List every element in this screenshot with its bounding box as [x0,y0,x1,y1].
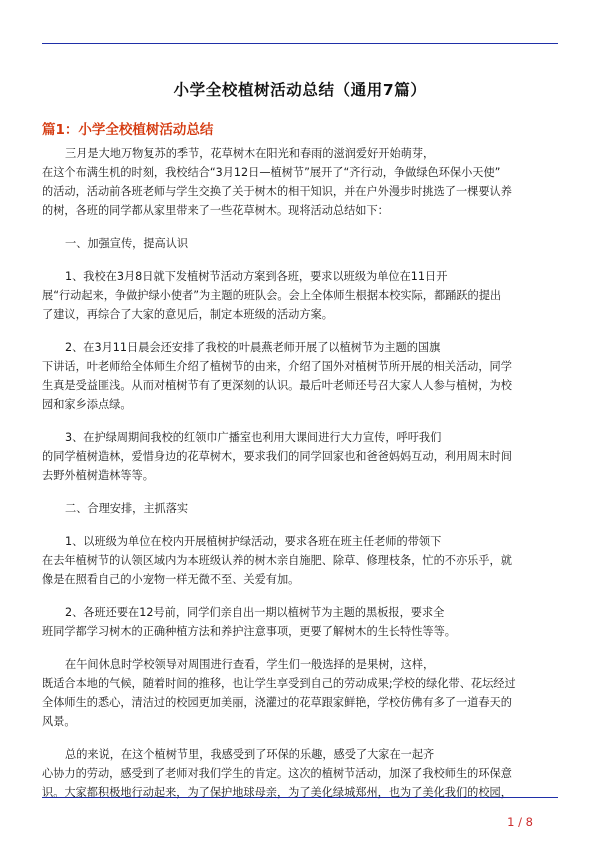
header-rule [42,43,558,44]
subheading: 二、合理安排，主抓落实 [65,502,189,515]
paragraph-line: 全体师生的悉心，清洁过的校园更加美丽，浇灌过的花草跟家鲜艳，学校仿佛有多了一道春天的 [42,696,512,709]
footer-rule [42,797,558,798]
paragraph-line: 在去年植树节的认领区域内为本班级认养的树木亲自施肥、除草、修理枝条，忙的不亦乐乎，就 [42,554,512,567]
paragraph-line: 生真是受益匪浅。从而对植树节有了更深刻的认识。最后叶老师还号召大家人人参与植树，为校 [42,379,512,392]
paragraph-1-1 [42,267,558,324]
paragraph-line: 2、各班还要在12号前，同学们亲自出一期以植树节为主题的黑板报，要求全 [65,606,445,619]
paragraph-2-1 [42,532,558,589]
heading-one [42,234,558,253]
paragraph-line: 展“行动起来，争做护绿小使者”为主题的班队会。会上全体师生根据本校实际，都踊跃的提出 [42,289,502,302]
document-body [42,144,558,802]
document-title: 小学全校植树活动总结（通用7篇） [173,81,427,99]
paragraph-line: 三月是大地万物复苏的季节，花草树木在阳光和春雨的滋润爱好开始萌芽， [65,147,435,160]
paragraph-line: 在这个布满生机的时刻，我校结合“3月12日—植树节”展开了“齐行动，争做绿色环保小天使” [42,166,501,179]
paragraph-line: 的同学植树造林，爱惜身边的花草树木，要求我们的同学回家也和爸爸妈妈互动，利用周末时间 [42,450,512,463]
paragraph-line: 的活动，活动前各班老师与学生交换了关于树木的相干知识，并在户外漫步时挑选了一棵要认养 [42,185,512,198]
paragraph-line: 下讲话，叶老师给全体师生介绍了植树节的由来，介绍了国外对植树节所开展的相关活动，同学 [42,360,512,373]
paragraph-summary [42,745,558,802]
paragraph-line: 的树，各班的同学都从家里带来了一些花草树木。现将活动总结如下： [42,204,389,217]
paragraph-line: 总的来说，在这个植树节里，我感受到了环保的乐趣，感受了大家在一起齐 [65,748,435,761]
paragraph-2-2 [42,603,558,641]
paragraph-line: 班同学都学习树木的正确种植方法和养护注意事项，更要了解树木的生长特性等等。 [42,625,456,638]
paragraph-line: 心协力的劳动，感受到了老师对我们学生的肯定。这次的植树节活动，加深了我校师生的环保意 [42,767,512,780]
page-number: 1 / 8 [507,815,533,829]
paragraph-intro [42,144,558,220]
paragraph-line: 1、以班级为单位在校内开展植树护绿活动，要求各班在班主任老师的带领下 [65,535,442,548]
section-title: 篇1：小学全校植树活动总结 [42,122,214,138]
paragraph-line: 识。大家都积极地行动起来，为了保护地球母亲，为了美化绿城郑州，也为了美化我们的校园， [42,786,512,799]
paragraph-2-3 [42,655,558,731]
paragraph-line: 在午间休息时学校领导对周围进行查看，学生们一般选择的是果树，这样， [65,658,435,671]
paragraph-line: 了建议，再综合了大家的意见后，制定本班级的活动方案。 [42,308,333,321]
heading-two [42,499,558,518]
paragraph-1-3 [42,428,558,485]
paragraph-line: 1、我校在3月8日就下发植树节活动方案到各班，要求以班级为单位在11日开 [65,270,448,283]
subheading: 一、加强宣传，提高认识 [65,237,189,250]
paragraph-line: 2、在3月11日晨会还安排了我校的叶晨燕老师开展了以植树节为主题的国旗 [65,341,441,354]
paragraph-line: 像是在照看自己的小宠物一样无微不至、关爱有加。 [42,573,300,586]
paragraph-line: 既适合本地的气候，随着时间的推移，也让学生享受到自己的劳动成果;学校的绿化带、花坛经过 [42,677,516,690]
paragraph-line: 园和家乡添点绿。 [42,398,132,411]
paragraph-line: 风景。 [42,715,76,728]
paragraph-line: 3、在护绿周期间我校的红领巾广播室也利用大课间进行大力宣传，呼吁我们 [65,431,442,444]
paragraph-1-2 [42,338,558,414]
paragraph-line: 去野外植树造林等等。 [42,469,154,482]
